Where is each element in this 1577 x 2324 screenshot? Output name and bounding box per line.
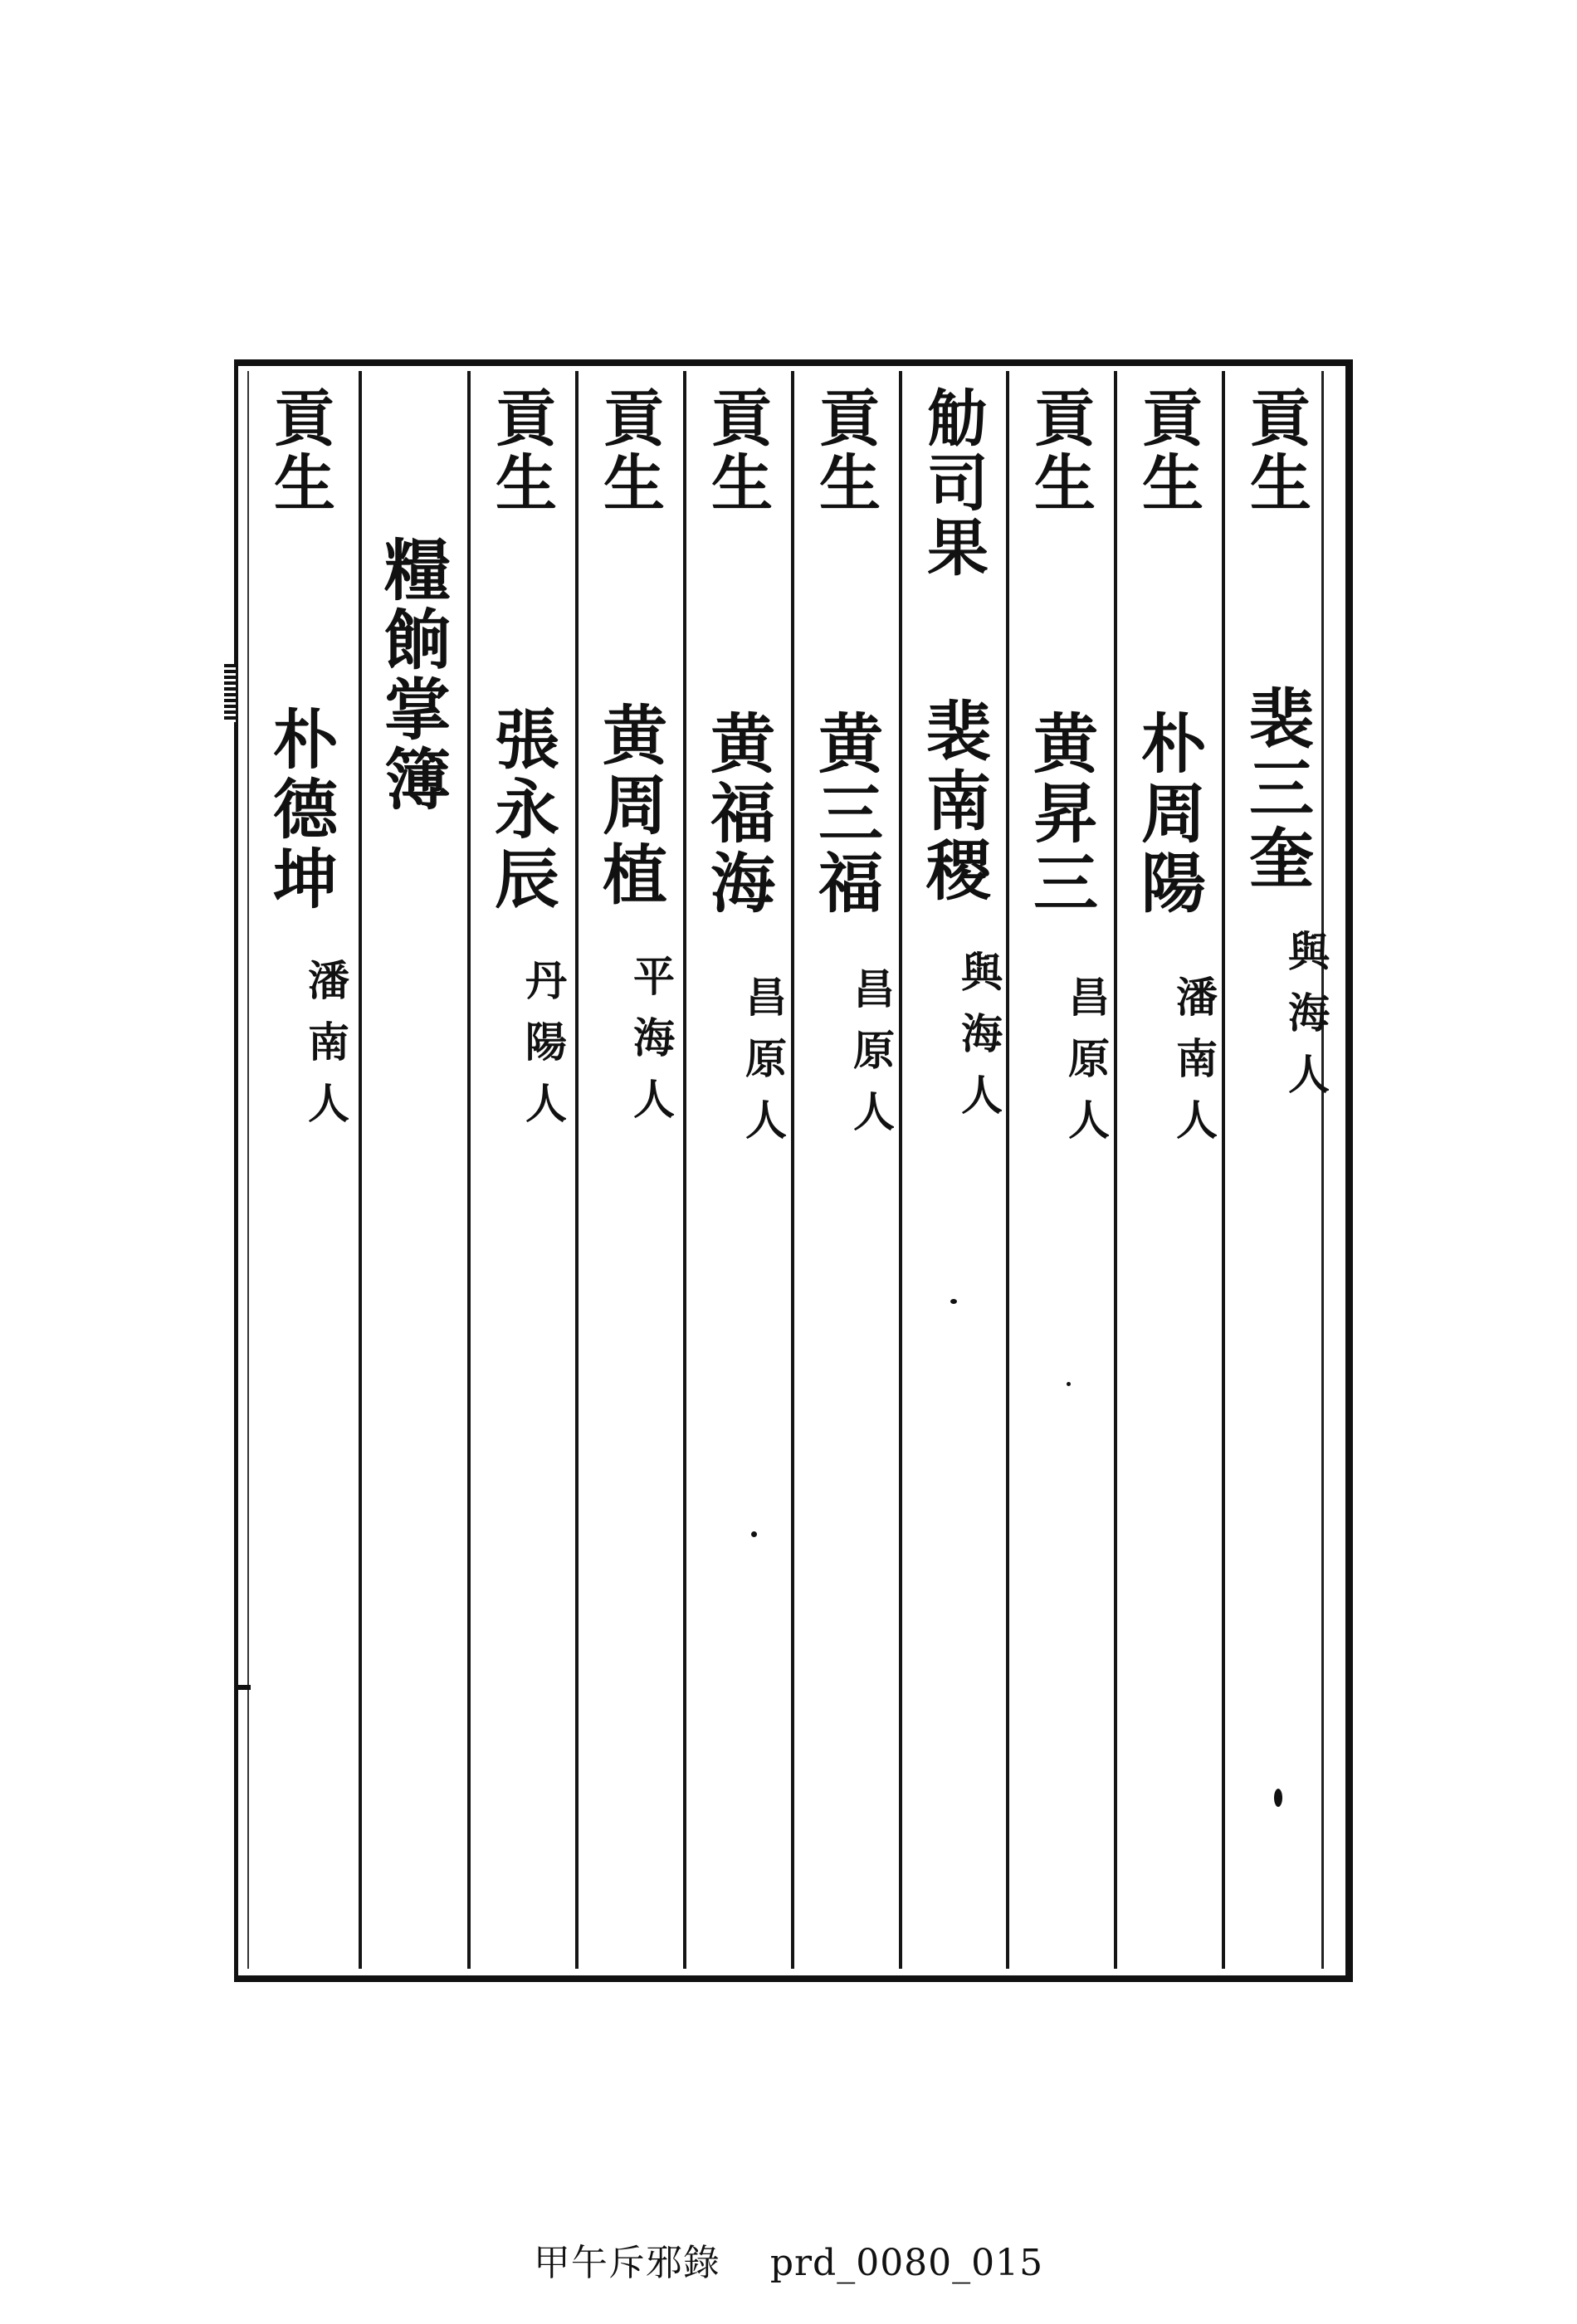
entry-name: 朴德坤 — [262, 706, 338, 915]
entry-place: 丹陽人 — [519, 959, 568, 1143]
entry-name: 張永辰 — [484, 706, 559, 915]
column-divider — [1114, 371, 1117, 1969]
column-divider — [359, 371, 362, 1969]
section-header-column — [367, 378, 458, 1955]
entry-name: 黄三福 — [808, 710, 883, 919]
section-header: 糧餉掌簿 — [373, 535, 452, 814]
entry-place: 潘南人 — [301, 959, 350, 1143]
entry-place: 昌原人 — [739, 975, 788, 1160]
entry-name: 黄福海 — [700, 710, 775, 919]
entry-title: 貢生 — [1024, 386, 1096, 515]
page-caption — [0, 2233, 1577, 2286]
entry-title: 貢生 — [1132, 386, 1204, 515]
entry-column — [254, 378, 350, 1955]
entry-title: 貢生 — [1240, 386, 1311, 515]
margin-mark — [224, 664, 236, 722]
entry-name: 黄昇三 — [1023, 710, 1098, 919]
entry-column — [476, 378, 567, 1955]
column-divider — [791, 371, 794, 1969]
entry-place: 昌原人 — [1062, 975, 1111, 1160]
entry-place: 與海人 — [954, 950, 1003, 1135]
ink-speck — [1067, 1382, 1071, 1386]
entry-column — [799, 378, 896, 1955]
column-divider — [1222, 371, 1225, 1969]
entry-title: 貢生 — [701, 386, 773, 515]
entry-column — [691, 378, 788, 1955]
entry-title: 貢生 — [593, 386, 665, 515]
column-divider — [575, 371, 579, 1969]
entry-name: 裴三奎 — [1238, 685, 1314, 894]
column-divider — [899, 371, 902, 1969]
entry-column — [907, 378, 1003, 1955]
entry-column — [1014, 378, 1111, 1955]
entry-title: 貢生 — [264, 386, 335, 515]
entry-place: 與海人 — [1282, 930, 1330, 1114]
column-divider — [467, 371, 471, 1969]
column-divider — [683, 371, 686, 1969]
entry-title: 貢生 — [486, 386, 557, 515]
margin-tick — [234, 1685, 251, 1690]
column-divider — [1006, 371, 1009, 1969]
entry-title: 貢生 — [809, 386, 881, 515]
entry-place: 昌原人 — [847, 967, 896, 1151]
frame-inner-line-left — [247, 371, 249, 1969]
book-title: 甲午斥邪錄 — [533, 2242, 720, 2284]
entry-place: 潘南人 — [1169, 975, 1218, 1160]
entry-place: 平海人 — [627, 954, 676, 1139]
ink-speck — [751, 1531, 757, 1537]
frame-inner-line-right — [1321, 371, 1324, 1969]
entry-name: 黄周植 — [592, 701, 667, 911]
entry-name: 裴南稷 — [915, 697, 991, 906]
entry-column — [583, 378, 675, 1955]
entry-title: 觔司果 — [917, 386, 989, 580]
entry-column — [1230, 378, 1330, 1955]
entry-column — [1122, 378, 1218, 1955]
ink-speck — [1274, 1789, 1282, 1807]
entry-name: 朴周陽 — [1130, 710, 1206, 919]
page-id: prd_0080_015 — [769, 2242, 1044, 2284]
ink-speck — [950, 1299, 957, 1304]
